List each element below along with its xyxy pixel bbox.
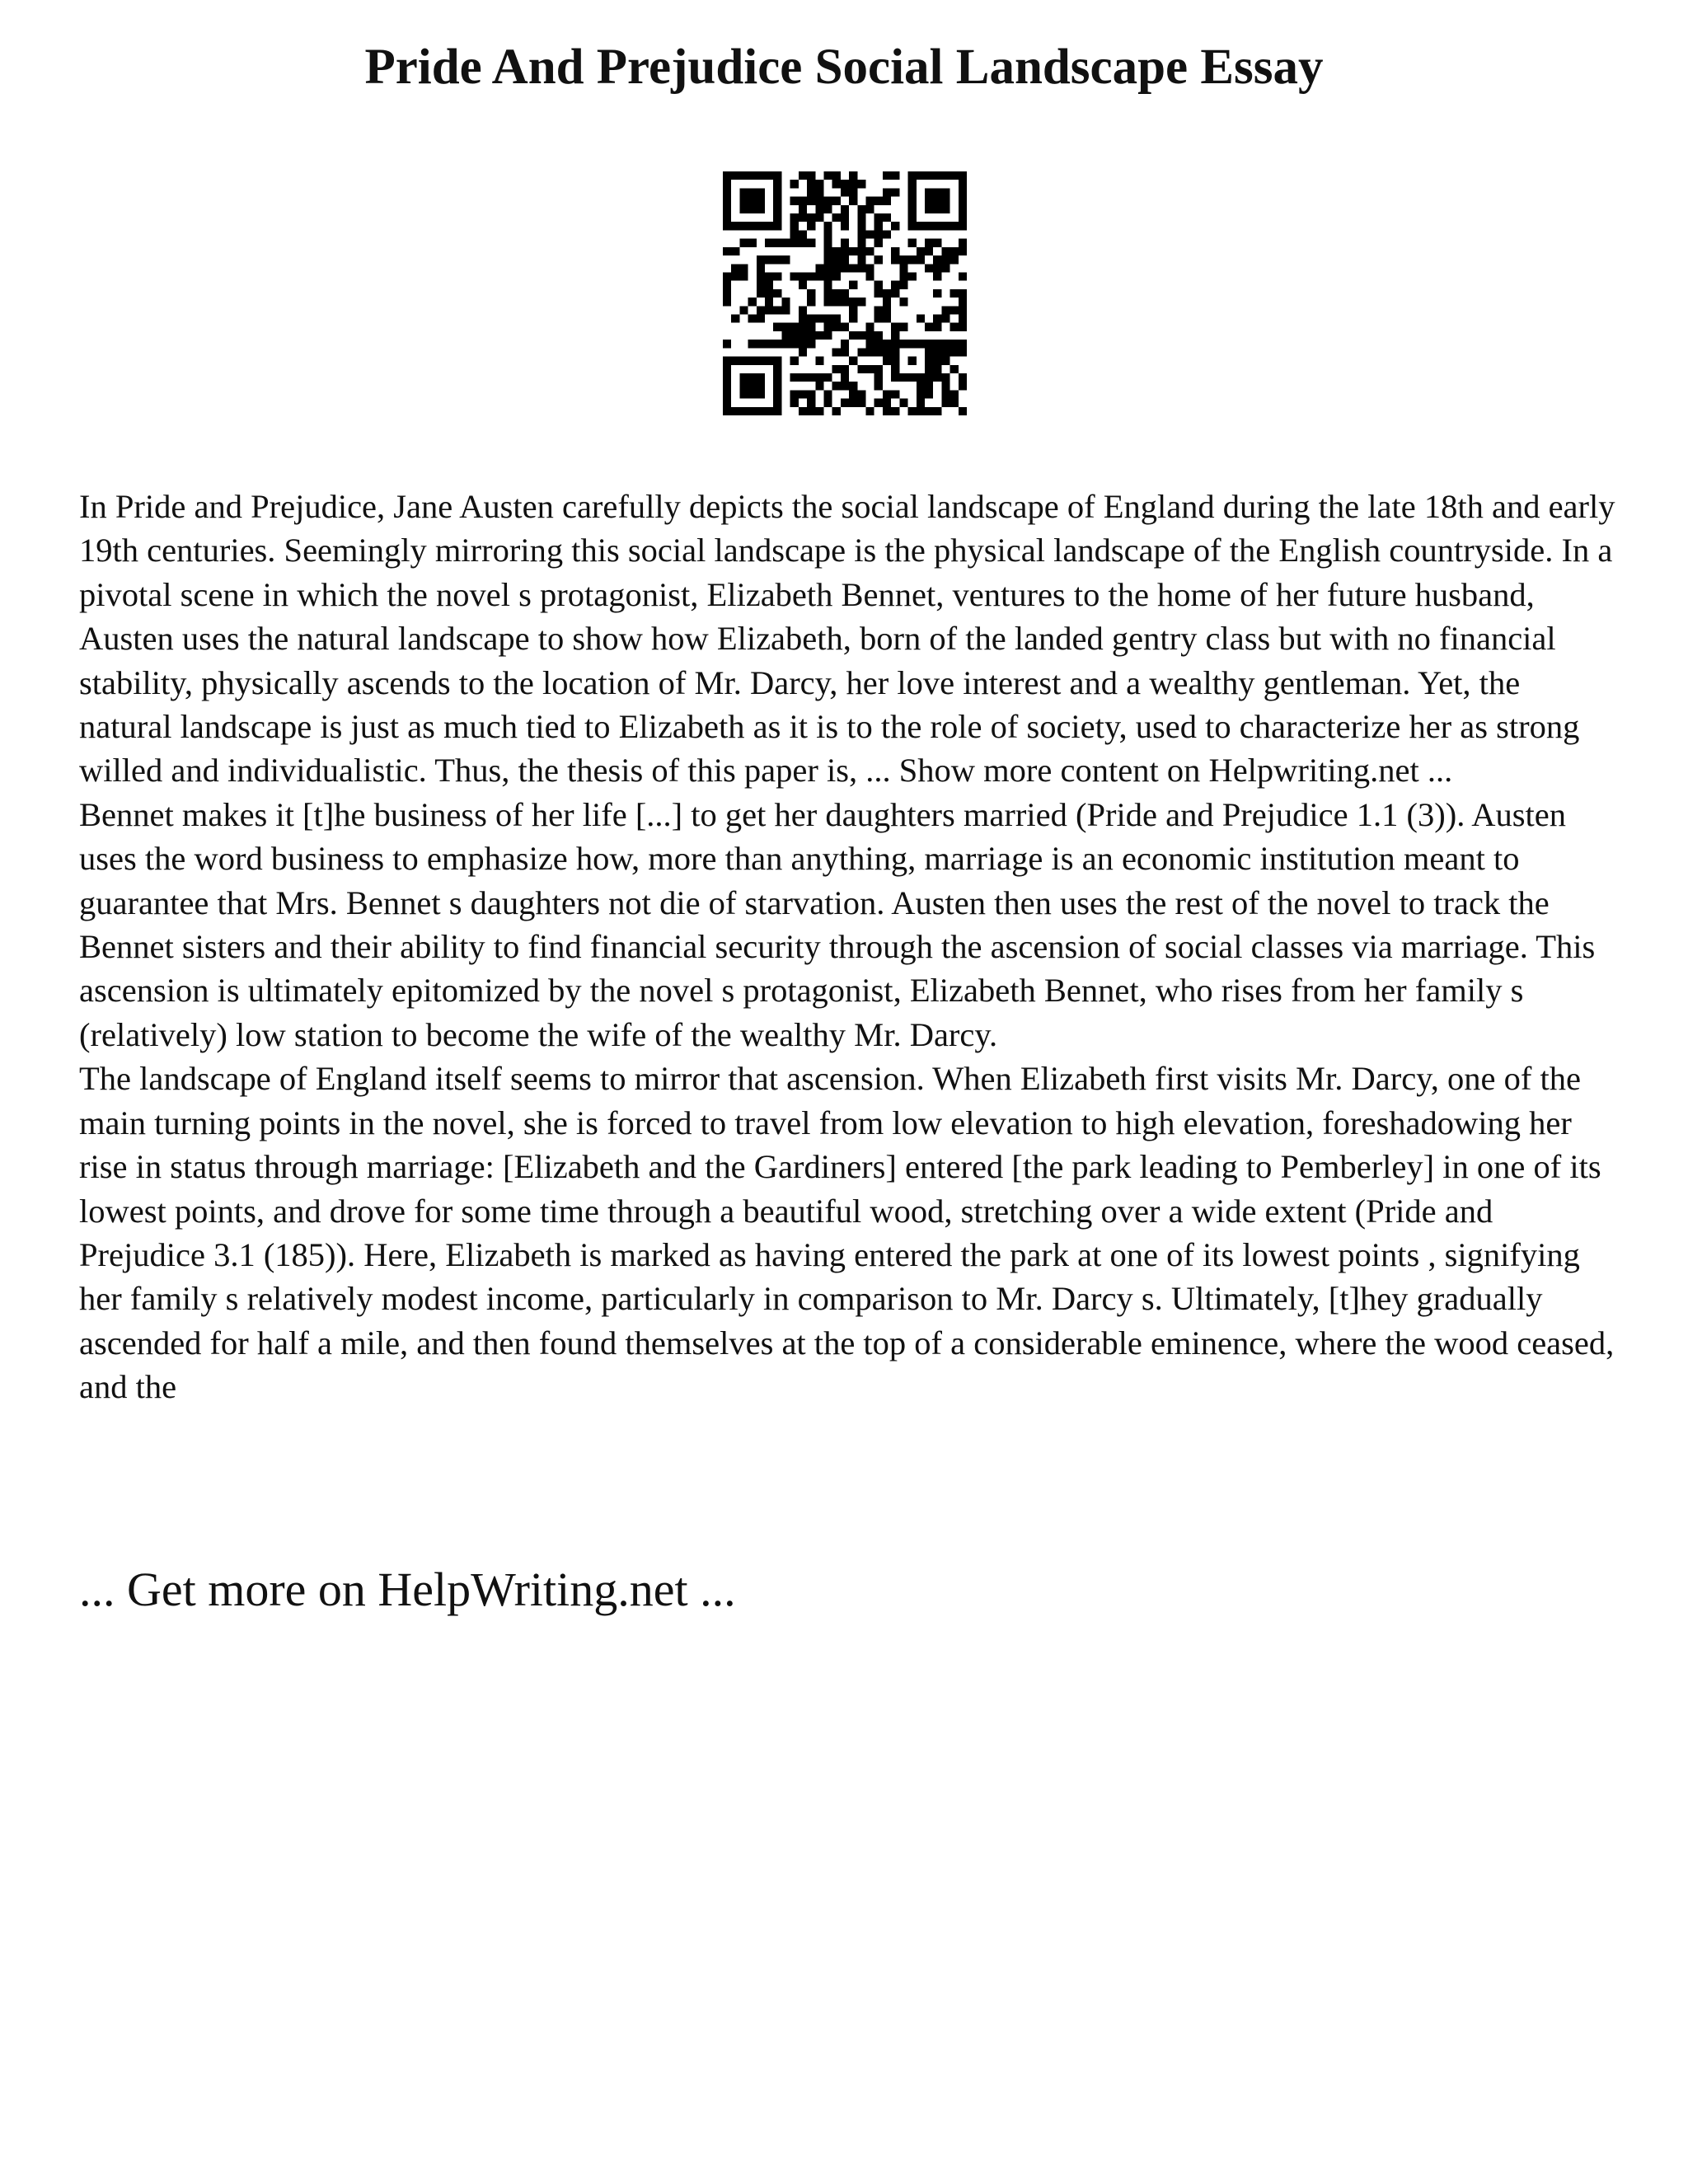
essay-paragraph-3: The landscape of England itself seems to mirror that ascension. When Elizabeth first visits Mr. Darcy, one of the main turning points in the novel, she is forced to travel from low elevation to high elevation, foreshadowing her rise in status through marriage: [Elizabeth and the Gardiners] entered [the park leading to Pemberley] in one of its lowest points, and drove for some time through a beautiful wood, stretching over a wide extent (Pride and Prejudice 3.1 (185)). Here, Elizabeth is marked as having entered the park at one of its lowest points , signifying her family s relatively modest income, particularly in comparison to Mr. Darcy s. Ultimately, [t]hey gradually ascended for half a mile, and then found themselves at the top of a considerable eminence, where the wood ceased, and the xyxy=(79,1060,1615,1406)
page-title: Pride And Prejudice Social Landscape Essay xyxy=(364,40,1324,95)
essay-paragraph-2: Bennet makes it [t]he business of her life [...] to get her daughters married (Pride and Prejudice 1.1 (3)). Austen uses the word business to emphasize how, more than anything, marriage is an economic institution meant to guarantee that Mrs. Bennet s daughters not die of starvation. Austen then uses the rest of the novel to track the Bennet sisters and their ability to find financial security through the ascension of social classes via marriage. This ascension is ultimately epitomized by the novel s protagonist, Elizabeth Bennet, who rises from her family s (relatively) low station to become the wife of the wealthy Mr. Darcy. xyxy=(79,795,1596,1053)
qr-code-graphic xyxy=(723,171,967,415)
essay-body xyxy=(79,485,1620,1409)
qr-code-icon[interactable] xyxy=(723,171,967,415)
get-more-link[interactable]: ... Get more on HelpWriting.net ... xyxy=(79,1563,736,1616)
essay-paragraph-1: In Pride and Prejudice, Jane Austen carefully depicts the social landscape of England during the late 18th and early 19th centuries. Seemingly mirroring this social landscape is the physical landscape of the English countryside. In a pivotal scene in which the novel s protagonist, Elizabeth Bennet, ventures to the home of her future husband, Austen uses the natural landscape to show how Elizabeth, born of the landed gentry class but with no financial stability, physically ascends to the location of Mr. Darcy, her love interest and a wealthy gentleman. Yet, the natural landscape is just as much tied to Elizabeth as it is to the role of society, used to characterize her as strong willed and individualistic. Thus, the thesis of this paper is, ... Show more content on Helpwriting.net ... xyxy=(79,488,1615,790)
